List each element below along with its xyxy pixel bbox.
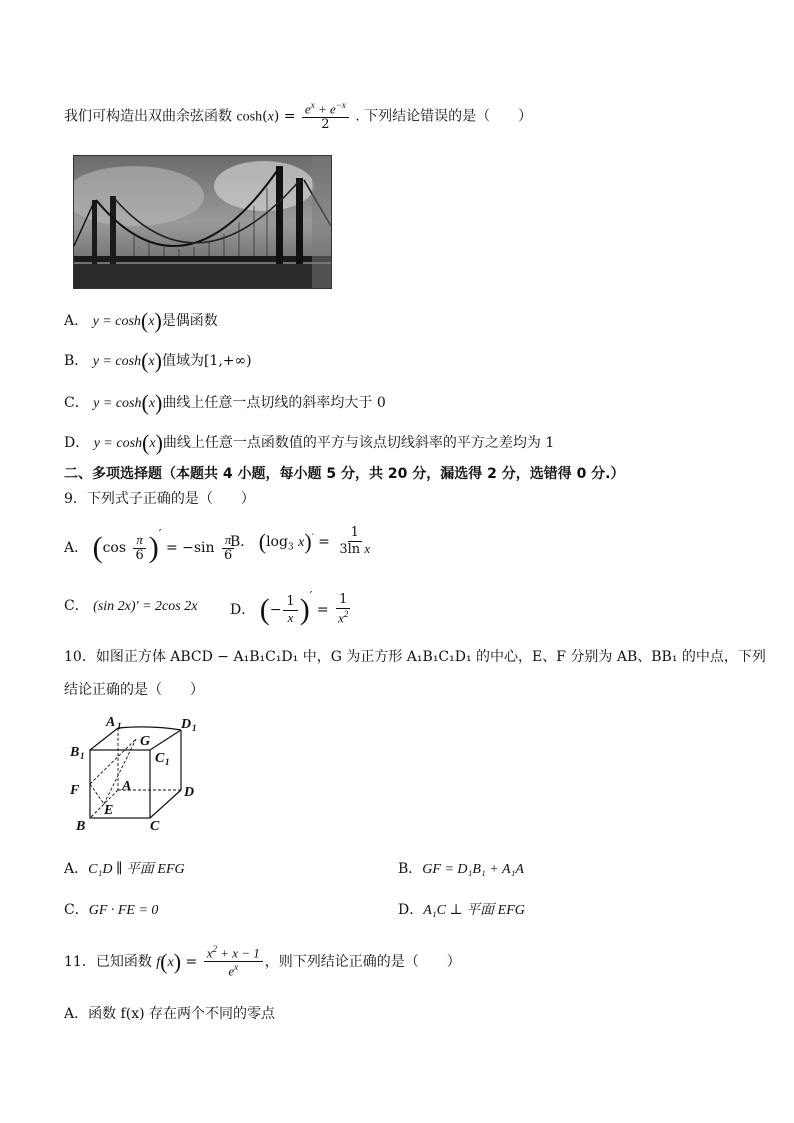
option-label: A．: [64, 312, 89, 329]
q10-option-a: [64, 860, 185, 880]
frac-num-e2: e: [329, 101, 336, 117]
label-d1-sub: 1: [192, 723, 197, 733]
label-b1-sub: 1: [80, 751, 85, 761]
option-var: x: [148, 313, 155, 329]
cosh-fraction: $\frac{e^x + e^{-x}}{2}$: [302, 100, 349, 133]
q8-option-d: D． y = cosh(x)曲线上任意一点函数值的平方与该点切线斜率的平方之差均为 1: [64, 430, 555, 455]
section-heading: 二、多项选择题（本题共 4 小题，每小题 5 分，共 20 分，漏选得 2 分，选错得 0 分.）: [64, 466, 625, 482]
label-a1-sub: 1: [117, 721, 122, 731]
q10-option-b: [398, 860, 524, 880]
q10-stem-line1: 10．如图正方体 ABCD − A₁B₁C₁D₁ 中，G 为正方形 A₁B₁C₁D₁ 的中心，E、F 分别为 AB、BB₁ 的中点，下列: [64, 649, 766, 665]
frac-num-e1: e: [304, 101, 311, 117]
intro-line: 我们可构造出双曲余弦函数 cosh(x) = $\frac{e^x + e^{-x}}{2}$ . 下列结论错误的是（ ）: [64, 100, 533, 133]
label-e: E: [104, 803, 114, 818]
label-a: A: [122, 779, 132, 794]
q11-lead: 11．已知函数: [64, 953, 152, 970]
label-f: F: [70, 783, 80, 798]
q8-option-b: B． y = cosh(x)值域为[1,+∞): [64, 348, 252, 373]
q8-option-a: A． y = cosh(x)是偶函数: [64, 308, 218, 333]
intro-tail: . 下列结论错误的是（ ）: [355, 108, 533, 125]
q10-option-d: [398, 901, 525, 921]
option-text: 是偶函数: [161, 312, 218, 329]
label-c1-sub: 1: [165, 757, 170, 767]
option-expr: y = cosh: [92, 353, 142, 369]
q11-tail: ，则下列结论正确的是（ ）: [264, 953, 461, 970]
option-label: D．: [398, 902, 424, 918]
label-c: C: [150, 819, 160, 834]
cube-diagram: [66, 712, 206, 837]
label-d1: D: [181, 717, 192, 732]
option-label: B．: [230, 533, 255, 550]
q8-option-c: C． y = cosh(x)曲线上任意一点切线的斜率均大于 0: [64, 390, 386, 415]
option-var: x: [148, 395, 156, 411]
option-label: A．: [64, 861, 89, 877]
q9-option-c: [64, 597, 197, 617]
option-label: B．: [398, 861, 423, 877]
option-text: C₁D ∥ 平面 EFG: [88, 862, 185, 877]
q10-stem-line2: 结论正确的是（ ）: [64, 682, 204, 698]
q9-option-b: B． ($\log_3$ x)′ = $\frac{1}{\text{3ln x}}$: [230, 525, 371, 557]
option-expr: y = cosh: [93, 435, 143, 451]
option-label: C．: [64, 902, 89, 918]
intro-var: x: [267, 109, 274, 125]
option-label: B．: [64, 352, 89, 369]
option-var: x: [149, 435, 156, 451]
option-expr: (sin 2x)′ = 2cos 2x: [93, 599, 198, 614]
label-d: D: [184, 785, 195, 800]
q10-option-c: [64, 901, 158, 921]
intro-lead: 我们可构造出双曲余弦函数: [64, 108, 232, 125]
option-label: A．: [64, 540, 89, 556]
q9-option-d: D． (− $\frac{1}{x}$ )′ = $\frac{1}{x^2}$: [230, 589, 349, 626]
label-a1: A: [106, 715, 116, 730]
option-text: GF · FE = 0: [88, 903, 159, 918]
bridge-photo: [73, 155, 332, 289]
option-expr: y = cosh: [93, 395, 142, 411]
q11-stem: 11．已知函数 f(x) = $\frac{x^2 + x - 1}{e^x}$ ，则下列结论正确的是（ ）: [64, 944, 461, 979]
intro-func: cosh: [236, 109, 263, 125]
q11-option-a: A．函数 f(x) 存在两个不同的零点: [64, 1006, 276, 1022]
label-c1: C: [155, 751, 165, 766]
q9-option-a: A． (cos $\frac{\pi}{6}$ )′ = −sin $\frac{\pi}{6}$: [64, 526, 237, 568]
frac-den: 2: [321, 117, 330, 133]
option-expr: y = cosh: [92, 313, 141, 329]
option-label: D．: [230, 602, 256, 618]
option-label: D．: [64, 434, 90, 451]
option-text: A₁C ⊥ 平面 EFG: [423, 903, 525, 918]
option-var: x: [148, 353, 155, 369]
label-b: B: [76, 819, 86, 834]
option-text: 曲线上任意一点切线的斜率均大于 0: [162, 394, 386, 411]
q9-stem: 9．下列式子正确的是（ ）: [64, 491, 255, 507]
option-range: [1,+∞): [203, 352, 252, 369]
option-label: C．: [64, 394, 89, 411]
option-text: 曲线上任意一点函数值的平方与该点切线斜率的平方之差均为 1: [162, 434, 555, 451]
option-text: 值域为: [161, 352, 204, 369]
option-text: GF = D₁B₁ + A₁A: [422, 862, 524, 877]
option-label: C．: [64, 598, 89, 614]
label-b1: B: [70, 745, 80, 760]
label-g: G: [140, 734, 151, 749]
